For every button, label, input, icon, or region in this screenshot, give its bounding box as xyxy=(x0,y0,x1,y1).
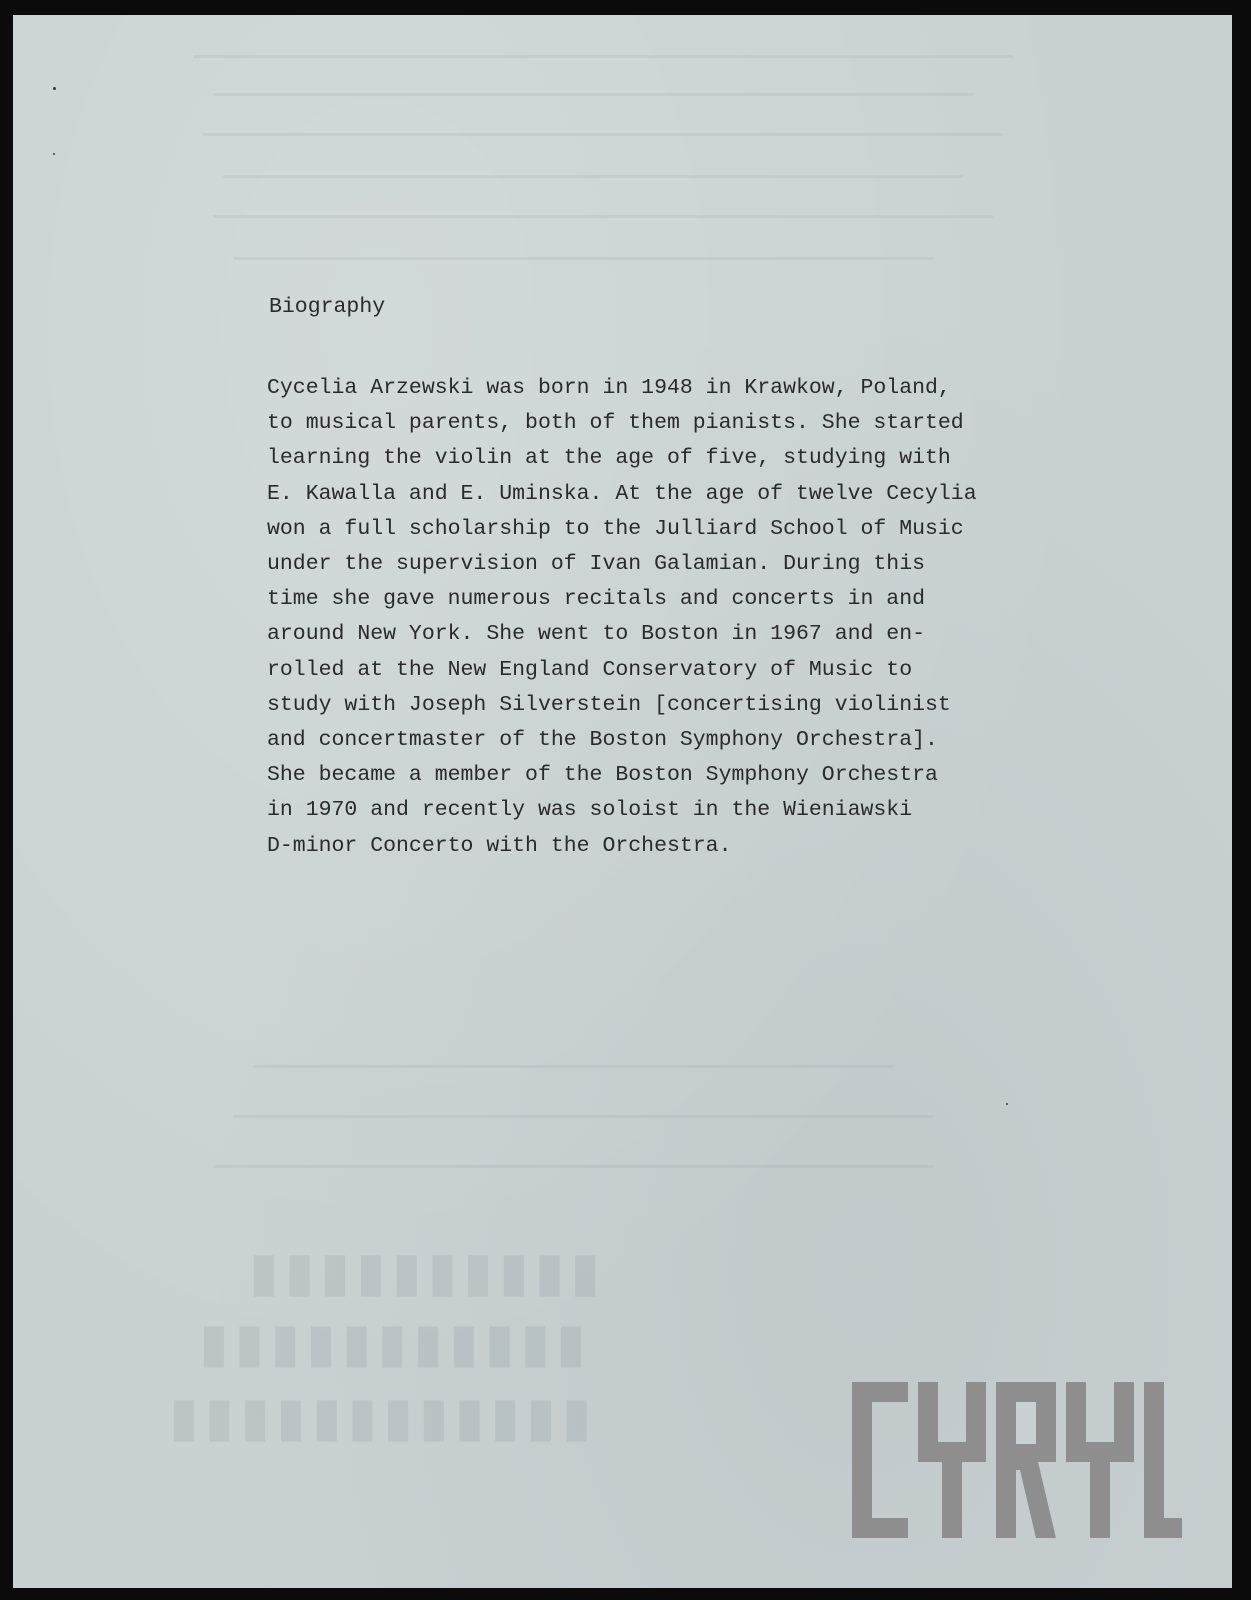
paragraph-line: and concertmaster of the Boston Symphony Orchestra]. xyxy=(267,728,938,753)
ghost-line xyxy=(223,175,963,178)
paragraph-line: around New York. She went to Boston in 1967 and en- xyxy=(267,622,926,647)
show-through-block: ▮▮▮▮▮▮▮▮▮▮▮▮ xyxy=(163,1385,592,1448)
paper-sheet xyxy=(13,15,1232,1588)
paragraph-line: under the supervision of Ivan Galamian. During this xyxy=(267,552,926,577)
paragraph-line: She became a member of the Boston Symphony Orchestra xyxy=(267,763,938,788)
paragraph-line: won a full scholarship to the Julliard School of Music xyxy=(267,516,964,541)
ghost-line xyxy=(253,1065,893,1068)
paragraph-line: D-minor Concerto with the Orchestra. xyxy=(267,833,732,858)
biography-paragraph xyxy=(267,371,1167,864)
paragraph-line: rolled at the New England Conservatory of Music to xyxy=(267,657,913,682)
paragraph-line: E. Kawalla and E. Uminska. At the age of twelve Cecylia xyxy=(267,481,977,506)
paragraph-line: learning the violin at the age of five, studying with xyxy=(267,446,951,471)
paragraph-line: study with Joseph Silverstein [concertising violinist xyxy=(267,692,951,717)
paragraph-line: time she gave numerous recitals and concerts in and xyxy=(267,587,926,612)
paragraph-line: Cycelia Arzewski was born in 1948 in Krawkow, Poland, xyxy=(267,376,951,400)
ghost-line xyxy=(233,1115,933,1118)
ghost-line xyxy=(213,215,993,218)
paragraph-line: in 1970 and recently was soloist in the Wieniawski xyxy=(267,798,913,823)
ghost-line xyxy=(213,1165,933,1168)
paper-speck xyxy=(1006,1103,1008,1105)
paper-speck xyxy=(53,87,56,90)
paragraph-line: to musical parents, both of them pianists. She started xyxy=(267,411,964,436)
ghost-line xyxy=(233,257,933,260)
ghost-line xyxy=(203,133,1003,136)
document-heading: Biography xyxy=(269,295,386,319)
ghost-line xyxy=(193,55,1013,58)
paper-speck xyxy=(53,153,55,155)
cyryl-watermark-logo xyxy=(852,1382,1182,1538)
ghost-line xyxy=(213,93,973,96)
show-through-block: ▮▮▮▮▮▮▮▮▮▮▮ xyxy=(193,1311,586,1374)
show-through-block: ▮▮▮▮▮▮▮▮▮▮ xyxy=(243,1240,601,1303)
